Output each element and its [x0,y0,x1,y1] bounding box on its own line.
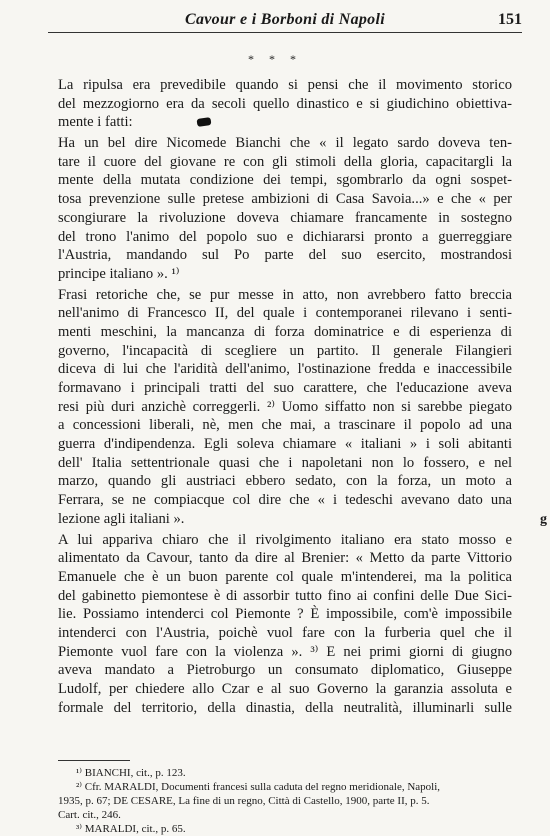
body-text [58,76,512,719]
text-line: mente della mutata condizione dei tempi, sgombrarlo da ogni sospet- [58,172,512,189]
text-line: alimentato da Cavour, tanto da dire al Brenier: « Metto da parte Vittorio [58,550,512,567]
text-line: principe italiano ». ¹⁾ [58,265,180,282]
text-line: lezione agli italiani ». [58,510,185,527]
footnote-divider [58,760,130,761]
text-line: tosa prevenzione sulle pretese ambizioni di Casa Savoia...» e che « per [58,191,512,208]
page-number: 151 [498,11,522,28]
text-line: intenderci con l'Austria, poichè vuol fare con la furberia quel che il [58,624,512,641]
text-line: nell'animo di Francesco II, del quale i contemporanei rilevano i senti- [58,305,512,322]
text-line: del mezzogiorno era da secoli quello dinastico e si giudichino obiettiva- [58,95,512,112]
text-line: Ludolf, per chiedere allo Czar e al suo Governo la garanzia assoluta e [58,681,512,697]
text-line: Frasi retoriche che, se pur messe in atto, non avrebbero fatto breccia [58,286,512,303]
text-line: menti meschini, la mancanza di forza dominatrice e di esperienza di [58,323,512,340]
text-line: diceva di lui che l'aridità dell'animo, l'ostinazione fredda e inaccessibile [58,361,512,378]
paragraph-3 [58,286,512,529]
text-line: l'Austria, mandando sul Po parte del suo esercito, mostrandosi [58,247,512,264]
text-line: Emanuele che è un buon parente col quale m'intenderei, ma la politica [58,568,512,585]
text-line: del trono l'animo del popolo suo e dichiararsi pronto a guerreggiare [58,228,512,245]
text-line: scongiurare la rivoluzione doveva chiamare francamente in sostegno [58,209,512,226]
text-line: lie. Possiamo intenderci col Piemonte ? È impossibile, com'è impossibile [58,606,512,623]
footnote-2-continued: 1935, p. 67; DE CESARE, La fine di un regno, Città di Castello, 1900, parte II, p. 5. [58,795,430,807]
footnote-2-continued: Cart. cit., 246. [58,809,121,821]
text-line: tare il cuore del giovane re con gli stimoli della gloria, capacitargli la [58,153,512,170]
text-line: del gabinetto piemontese è di assorbir tutto fino ai confini delle Due Sici- [58,587,512,604]
footnote-1: ¹⁾ BIANCHI, cit., p. 123. [76,767,186,779]
margin-mark: g [540,512,547,527]
text-line: formavano i principali tratti del suo carattere, che l'educazione aveva [58,380,512,396]
text-line: aveva mandato a Pietroburgo un consumato diplomatico, Giuseppe [58,662,512,679]
footnotes [58,766,512,836]
section-separator: * * * [248,52,302,66]
text-line: resi più duri anzichè correggerli. ²⁾ Uomo siffatto non si sarebbe piegato [58,398,512,415]
text-line: Piemonte vuol fare con la violenza ». ³⁾ E nei primi giorni di giugno [58,643,512,660]
footnote-3: ³⁾ MARALDI, cit., p. 65. [76,823,186,835]
text-line: governo, l'incapacità di scegliere un partito. Il generale Filangieri [58,342,512,359]
text-line: mente i fatti: [58,114,133,131]
text-line: a concessioni liberali, nè, men che mai, a trascinare il popolo ad una [58,417,512,434]
text-line: La ripulsa era prevedibile quando si pensi che il movimento storico [58,77,512,93]
paragraph-4 [58,531,512,718]
text-line: Ferrara, se ne compiacque col dire che « i tedeschi avevano dato una [58,492,512,509]
text-line: marzo, quando gli austriaci ebbero sedato, con la forza, un moto a [58,473,512,490]
text-line: dell' Italia settentrionale quasi che i napoletani non lo fossero, e nel [58,454,512,471]
running-title: Cavour e i Borboni di Napoli [185,11,385,28]
text-line: formale del territorio, della dinastia, della neutralità, illuminarli sulle [58,699,512,716]
text-line: A lui appariva chiaro che il rivolgimento italiano era stato mosso e [58,531,512,548]
text-line: guerra d'indipendenza. Egli soleva chiamare « italiani » i soli abitanti [58,436,512,453]
paragraph-2 [58,134,512,284]
footnote-2: ²⁾ Cfr. MARALDI, Documenti francesi sulla caduta del regno meridionale, Napoli, [76,781,441,793]
page-header [48,8,522,33]
text-line: Ha un bel dire Nicomede Bianchi che « il legato sardo doveva ten- [58,135,512,152]
paragraph-1 [58,76,512,132]
